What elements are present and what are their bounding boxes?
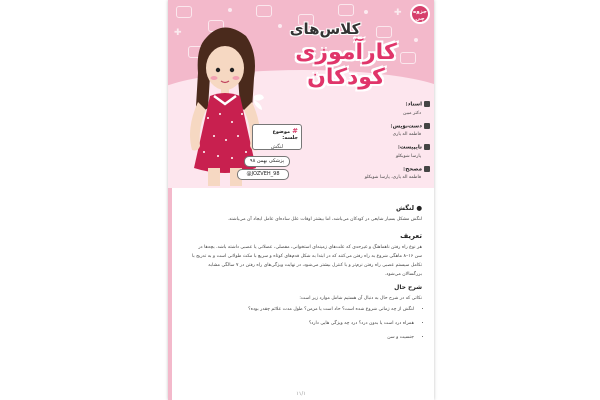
credits-list	[354, 101, 430, 187]
credit-typist	[354, 144, 430, 159]
credit-label: مصحح:	[403, 166, 422, 172]
credit-value: دکتر مبین	[403, 110, 421, 116]
credit-value: فاطمه اله یاری، پارسا شوبکلو	[364, 175, 421, 180]
handle-tag: @JOZVEH_98	[237, 169, 289, 180]
definition-title: تعریف	[400, 232, 422, 240]
topic-value: لنگش	[270, 144, 284, 150]
brand-logo	[410, 4, 430, 24]
credit-label: تایپیست:	[397, 144, 422, 151]
session-topic-box	[252, 124, 302, 150]
edit-icon	[424, 166, 430, 172]
teacher-icon	[424, 101, 430, 107]
title-small: کلاس‌های	[289, 20, 361, 38]
page-number: ۱۱/۱	[296, 391, 306, 397]
credit-teacher	[354, 101, 430, 116]
list-item: • جنسیت و سن	[190, 331, 414, 345]
definition-paragraph: هر نوع راه رفتن ناهماهنگ و غیرحدی که علت‌های زمینه‌ای استخوانی، مفصلی، عضلانی یا عصبی داشته باشد. بچه‌ها در سن ۱۶–۸ ماهگی شروع به راه رفتن می‌کنند که در ابتدا به شکل قدم‌های کوتاه و سریع با مکث طولانی است و به تدریج با تکامل سیستم عصبی راه رفتن نرم‌تر و با کنترل بیشتر می‌شود، در نهایت ویژگی‌های راه رفتن در ۷ سالگی مشابه بزرگسالان می‌شود.	[191, 245, 422, 277]
heading-text: لنگش	[396, 204, 415, 212]
pen-icon	[424, 123, 430, 129]
credit-value: پارسا شوبکلو	[395, 153, 421, 159]
intro-paragraph: لنگش مشکل بسیار شایعی در کودکان می‌باشد، اما بیشتر اوقات علل ساده‌ای عامل ایجاد آن می‌باشند.	[227, 217, 422, 222]
credit-label: دست‌نویس:	[390, 123, 422, 129]
document-page	[168, 0, 434, 400]
credit-value: فاطمه اله یاری	[392, 132, 421, 137]
article-content	[190, 204, 422, 345]
side-accent-bar	[168, 188, 172, 400]
section-heading: ● لنگش	[396, 204, 422, 212]
history-title: شرح حال	[394, 284, 422, 291]
date-tag: پزشکی بهمن ۹۸	[244, 156, 290, 167]
keyboard-icon	[424, 144, 430, 150]
topic-label: موضوع جلسه:	[272, 129, 298, 141]
doodle-pattern-background: ✚ ✚	[168, 0, 434, 95]
history-intro: نکاتی که در شرح حال به دنبال آن هستیم شامل موارد زیر است:	[299, 296, 422, 301]
credit-writer	[354, 123, 430, 138]
credit-label: استاد:	[405, 101, 422, 108]
credit-editor	[354, 166, 430, 181]
hashtag-icon: #	[292, 127, 298, 135]
cover-header	[168, 0, 434, 188]
logo-text: جزوه چی	[412, 9, 428, 22]
title-large: کارآموزی کودکان	[295, 40, 397, 90]
list-item: • لنگش از چه زمانی شروع شده است؟ حاد است یا مزمن؟ طول مدت علائم چقدر بوده؟	[190, 303, 414, 317]
history-bullets	[190, 303, 422, 345]
content-area	[168, 188, 434, 400]
list-item: • همراه درد است یا بدون درد؟ درد چه ویژگی هایی دارد؟	[190, 317, 414, 331]
